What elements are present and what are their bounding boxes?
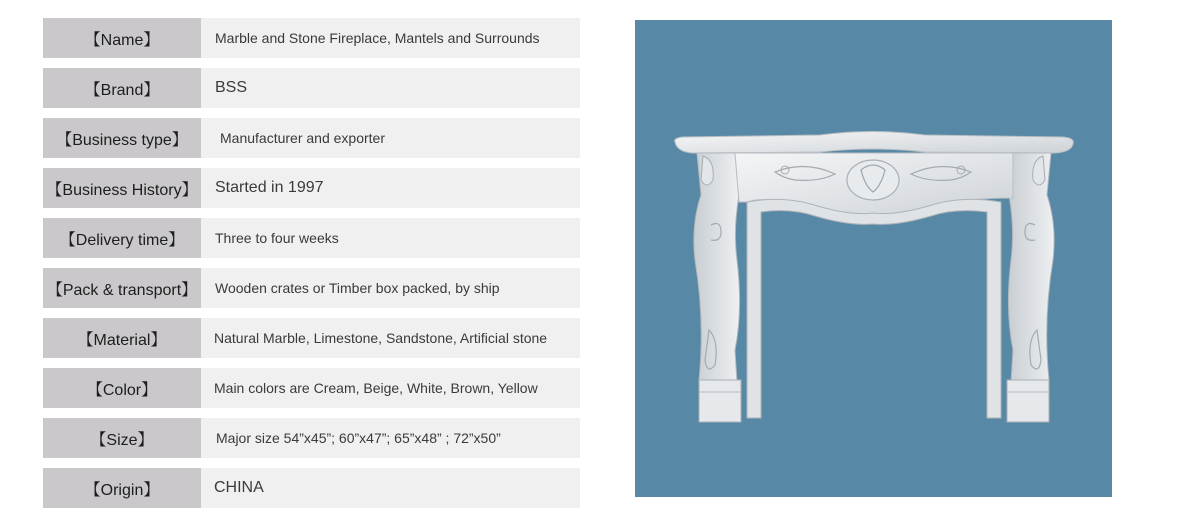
spec-value: Manufacturer and exporter (201, 118, 580, 158)
spec-row-brand (43, 68, 580, 108)
spec-label: 【Pack & transport】 (43, 268, 201, 308)
spec-value: Marble and Stone Fireplace, Mantels and Surrounds (201, 18, 580, 58)
spec-value: Major size 54”x45”; 60”x47”; 65”x48” ; 72”x50” (201, 418, 580, 458)
spec-value: Wooden crates or Timber box packed, by ship (201, 268, 580, 308)
spec-label: 【Origin】 (43, 468, 201, 508)
fireplace-mantel-image (635, 20, 1112, 497)
product-photo (635, 20, 1112, 497)
spec-value: Three to four weeks (201, 218, 580, 258)
spec-label: 【Delivery time】 (43, 218, 201, 258)
spec-value: Natural Marble, Limestone, Sandstone, Artificial stone (201, 318, 580, 358)
spec-label: 【Size】 (43, 418, 201, 458)
spec-row-business-type (43, 118, 580, 158)
spec-row-material (43, 318, 580, 358)
spec-row-size (43, 418, 580, 458)
spec-label: 【Business History】 (43, 168, 201, 208)
spec-label: 【Business type】 (43, 118, 201, 158)
spec-label: 【Material】 (43, 318, 201, 358)
spec-label: 【Brand】 (43, 68, 201, 108)
spec-value: CHINA (201, 468, 580, 508)
spec-row-pack-transport (43, 268, 580, 308)
spec-value: Started in 1997 (201, 168, 580, 208)
spec-table (43, 18, 580, 518)
spec-row-color (43, 368, 580, 408)
spec-value: Main colors are Cream, Beige, White, Brown, Yellow (201, 368, 580, 408)
spec-label: 【Name】 (43, 18, 201, 58)
spec-row-delivery-time (43, 218, 580, 258)
spec-row-business-history (43, 168, 580, 208)
spec-row-name (43, 18, 580, 58)
spec-value: BSS (201, 68, 580, 108)
spec-row-origin (43, 468, 580, 508)
spec-label: 【Color】 (43, 368, 201, 408)
